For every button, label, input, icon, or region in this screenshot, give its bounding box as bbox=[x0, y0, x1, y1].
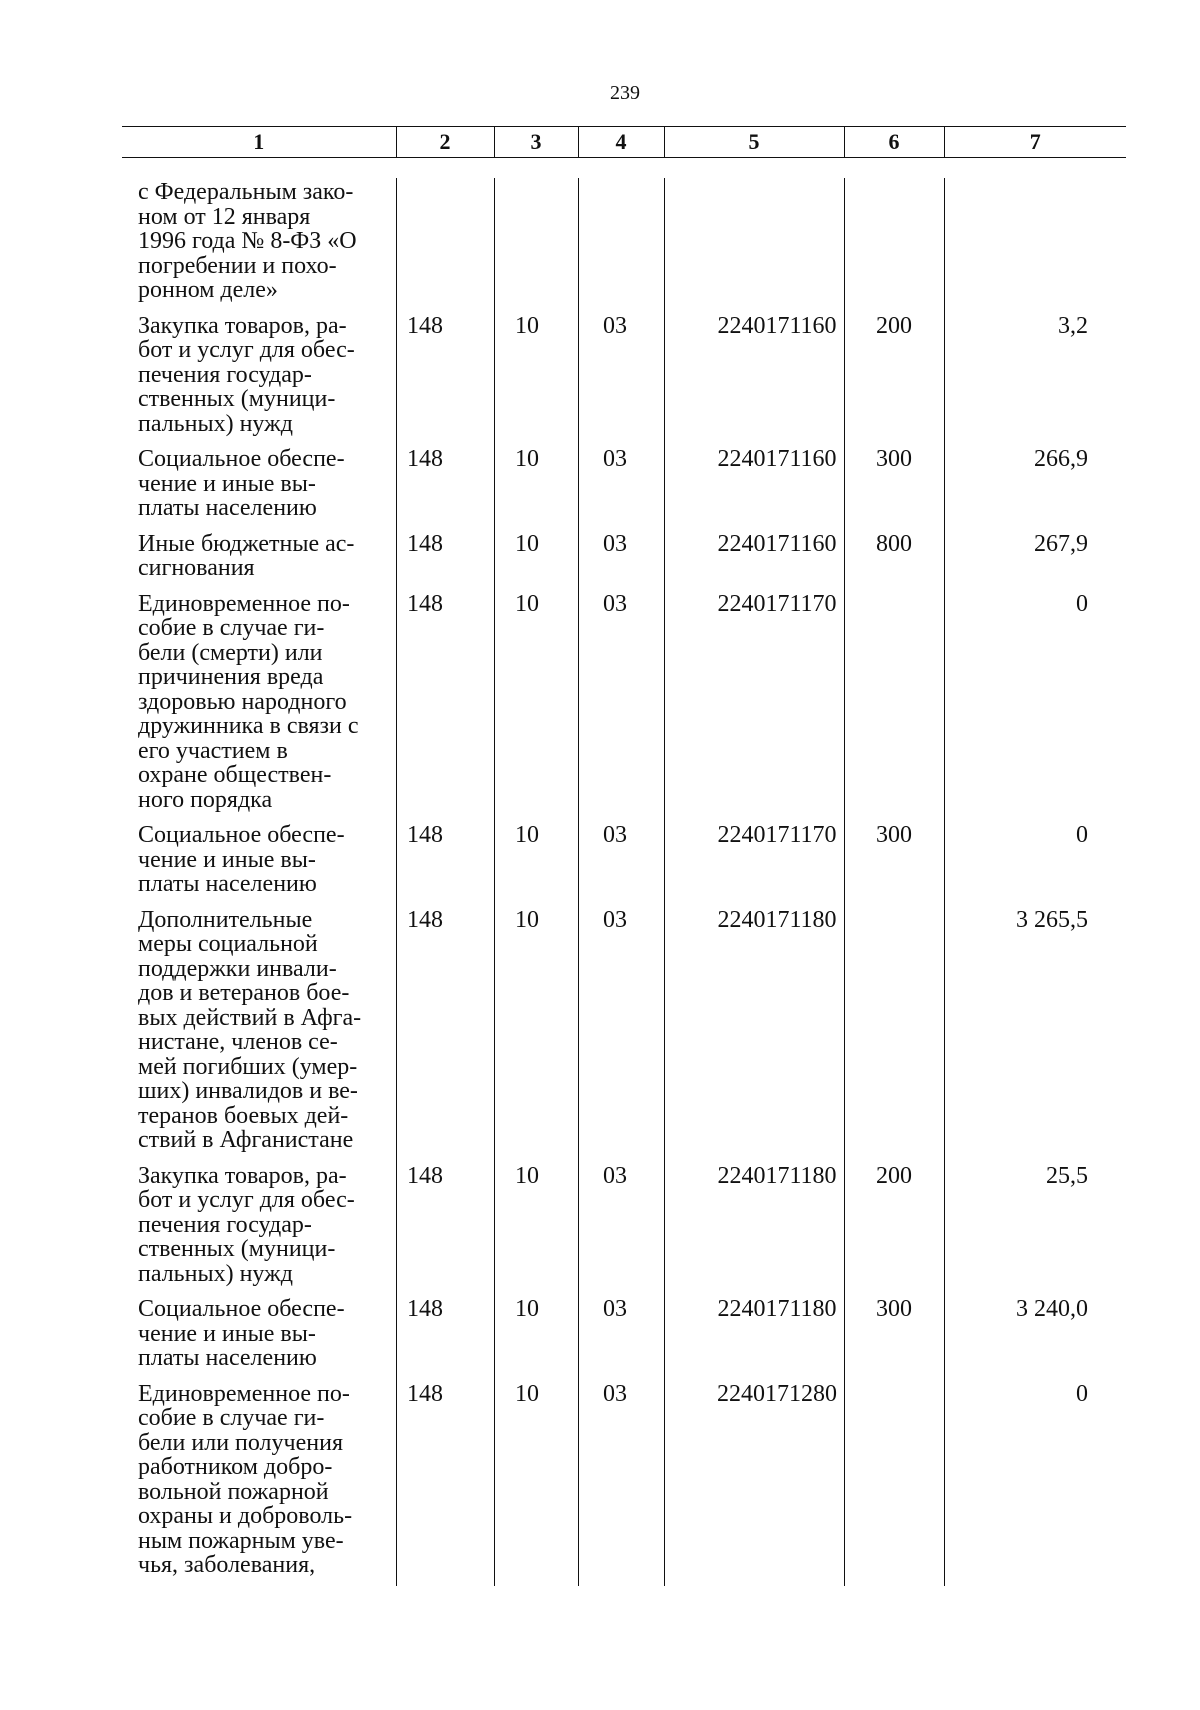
description-line: сигнования bbox=[138, 555, 255, 581]
description-line: Социальное обеспе- bbox=[138, 1296, 345, 1322]
ministry-code: 148 bbox=[407, 1162, 443, 1189]
ministry-code: 148 bbox=[407, 530, 443, 557]
description-line: Единовременное по- bbox=[138, 590, 350, 617]
subsection-code: 03 bbox=[603, 1162, 627, 1189]
description-line: бот и услуг для обес- bbox=[138, 337, 355, 363]
expense-type-code: 200 bbox=[876, 1162, 912, 1189]
expense-type-code: 300 bbox=[876, 446, 912, 472]
target-article-code: 2240171180 bbox=[717, 906, 837, 933]
row-description bbox=[138, 532, 390, 592]
description-line: бот и услуг для обес- bbox=[138, 1187, 355, 1213]
description-line: нистане, членов се- bbox=[138, 1029, 338, 1055]
amount: 3,2 bbox=[1058, 312, 1088, 339]
description-line: причинения вреда bbox=[138, 664, 324, 690]
target-article-code: 2240171160 bbox=[717, 446, 837, 472]
table-row bbox=[122, 1382, 1126, 1589]
description-line: платы населению bbox=[138, 495, 317, 521]
ministry-code: 148 bbox=[407, 1296, 443, 1322]
table-row bbox=[122, 532, 1126, 592]
section-code: 10 bbox=[515, 530, 539, 557]
subsection-code: 03 bbox=[603, 590, 627, 617]
description-line: теранов боевых дей- bbox=[138, 1102, 349, 1129]
expense-type-code: 200 bbox=[876, 312, 912, 339]
subsection-code: 03 bbox=[603, 1296, 627, 1322]
table-header bbox=[122, 126, 1126, 158]
table-body bbox=[122, 180, 1126, 1589]
description-line: с Федеральным зако- bbox=[138, 179, 354, 205]
expense-type-code: 300 bbox=[876, 1296, 912, 1322]
table-row bbox=[122, 1297, 1126, 1382]
description-line: его участием в bbox=[138, 737, 288, 764]
column-header-4: 4 bbox=[578, 127, 664, 158]
target-article-code: 2240171280 bbox=[717, 1380, 837, 1407]
description-line: вольной пожарной bbox=[138, 1478, 329, 1505]
section-code: 10 bbox=[515, 906, 539, 933]
description-line: чение и иные вы- bbox=[138, 470, 316, 497]
ministry-code: 148 bbox=[407, 446, 443, 472]
description-line: ным пожарным уве- bbox=[138, 1527, 344, 1554]
description-line: ственных (муници- bbox=[138, 1236, 336, 1262]
subsection-code: 03 bbox=[603, 312, 627, 339]
amount: 0 bbox=[1076, 590, 1088, 617]
description-line: бели (смерти) или bbox=[138, 639, 323, 666]
description-line: Иные бюджетные ас- bbox=[138, 530, 355, 557]
column-header-2: 2 bbox=[396, 127, 494, 158]
description-line: бели или получения bbox=[138, 1429, 343, 1456]
description-line: Закупка товаров, ра- bbox=[138, 312, 347, 339]
row-description bbox=[138, 1164, 390, 1298]
description-line: ших) инвалидов и ве- bbox=[138, 1078, 358, 1104]
description-line: вых действий в Афга- bbox=[138, 1004, 362, 1031]
ministry-code: 148 bbox=[407, 312, 443, 339]
ministry-code: 148 bbox=[407, 590, 443, 617]
description-line: ронном деле» bbox=[138, 277, 278, 303]
description-line: Единовременное по- bbox=[138, 1380, 350, 1407]
description-line: охраны и доброволь- bbox=[138, 1503, 353, 1529]
description-line: пальных) нужд bbox=[138, 1260, 293, 1287]
amount: 0 bbox=[1076, 1380, 1088, 1407]
description-line: погребении и похо- bbox=[138, 252, 337, 279]
table-row bbox=[122, 314, 1126, 448]
description-line: чья, заболевания, bbox=[138, 1552, 316, 1578]
section-code: 10 bbox=[515, 1162, 539, 1189]
subsection-code: 03 bbox=[603, 446, 627, 472]
column-header-1: 1 bbox=[122, 127, 396, 158]
column-header-3: 3 bbox=[494, 127, 578, 158]
description-line: 1996 года № 8-ФЗ «О bbox=[138, 228, 357, 254]
description-line: чение и иные вы- bbox=[138, 1320, 316, 1347]
row-description bbox=[138, 180, 390, 314]
description-line: мей погибших (умер- bbox=[138, 1053, 358, 1080]
table-row bbox=[122, 823, 1126, 908]
description-line: Закупка товаров, ра- bbox=[138, 1162, 347, 1189]
description-line: Дополнительные bbox=[138, 906, 313, 933]
ministry-code: 148 bbox=[407, 1380, 443, 1407]
row-description bbox=[138, 314, 390, 448]
target-article-code: 2240171180 bbox=[717, 1162, 837, 1189]
description-line: дружинника в связи с bbox=[138, 713, 359, 739]
table-row bbox=[122, 180, 1126, 314]
subsection-code: 03 bbox=[603, 822, 627, 848]
description-line: дов и ветеранов бое- bbox=[138, 980, 350, 1006]
table-row bbox=[122, 592, 1126, 824]
amount: 3 240,0 bbox=[1016, 1296, 1088, 1322]
section-code: 10 bbox=[515, 822, 539, 848]
description-line: платы населению bbox=[138, 1345, 317, 1371]
page-number: 239 bbox=[610, 82, 640, 104]
section-code: 10 bbox=[515, 1296, 539, 1322]
description-line: Социальное обеспе- bbox=[138, 822, 345, 848]
subsection-code: 03 bbox=[603, 530, 627, 557]
expense-type-code: 800 bbox=[876, 530, 912, 557]
description-line: собие в случае ги- bbox=[138, 615, 325, 641]
description-line: ного порядка bbox=[138, 786, 273, 813]
row-description bbox=[138, 908, 390, 1164]
description-line: собие в случае ги- bbox=[138, 1405, 325, 1431]
column-header-7: 7 bbox=[944, 127, 1126, 158]
description-line: чение и иные вы- bbox=[138, 846, 316, 873]
row-description bbox=[138, 823, 390, 908]
ministry-code: 148 bbox=[407, 822, 443, 848]
description-line: здоровью народного bbox=[138, 688, 347, 715]
table-row bbox=[122, 1164, 1126, 1298]
amount: 25,5 bbox=[1046, 1162, 1088, 1189]
section-code: 10 bbox=[515, 590, 539, 617]
ministry-code: 148 bbox=[407, 906, 443, 933]
description-line: печения государ- bbox=[138, 361, 312, 388]
target-article-code: 2240171180 bbox=[717, 1296, 837, 1322]
row-description bbox=[138, 592, 390, 824]
description-line: меры социальной bbox=[138, 931, 318, 957]
row-description bbox=[138, 1297, 390, 1382]
description-line: платы населению bbox=[138, 871, 317, 897]
amount: 3 265,5 bbox=[1016, 906, 1088, 933]
target-article-code: 2240171170 bbox=[717, 822, 837, 848]
section-code: 10 bbox=[515, 446, 539, 472]
section-code: 10 bbox=[515, 1380, 539, 1407]
expense-type-code: 300 bbox=[876, 822, 912, 848]
description-line: ственных (муници- bbox=[138, 386, 336, 412]
column-header-6: 6 bbox=[844, 127, 944, 158]
table-row bbox=[122, 908, 1126, 1164]
description-line: ном от 12 января bbox=[138, 203, 311, 230]
description-line: пальных) нужд bbox=[138, 410, 293, 437]
column-header-5: 5 bbox=[664, 127, 844, 158]
description-line: ствий в Афганистане bbox=[138, 1127, 354, 1153]
amount: 0 bbox=[1076, 822, 1088, 848]
target-article-code: 2240171170 bbox=[717, 590, 837, 617]
amount: 267,9 bbox=[1034, 530, 1088, 557]
description-line: работником добро- bbox=[138, 1454, 333, 1480]
description-line: поддержки инвали- bbox=[138, 955, 337, 982]
subsection-code: 03 bbox=[603, 1380, 627, 1407]
row-description bbox=[138, 1382, 390, 1589]
target-article-code: 2240171160 bbox=[717, 312, 837, 339]
subsection-code: 03 bbox=[603, 906, 627, 933]
section-code: 10 bbox=[515, 312, 539, 339]
description-line: Социальное обеспе- bbox=[138, 446, 345, 472]
target-article-code: 2240171160 bbox=[717, 530, 837, 557]
description-line: охране обществен- bbox=[138, 762, 332, 788]
amount: 266,9 bbox=[1034, 446, 1088, 472]
table-row bbox=[122, 447, 1126, 532]
description-line: печения государ- bbox=[138, 1211, 312, 1238]
row-description bbox=[138, 447, 390, 532]
